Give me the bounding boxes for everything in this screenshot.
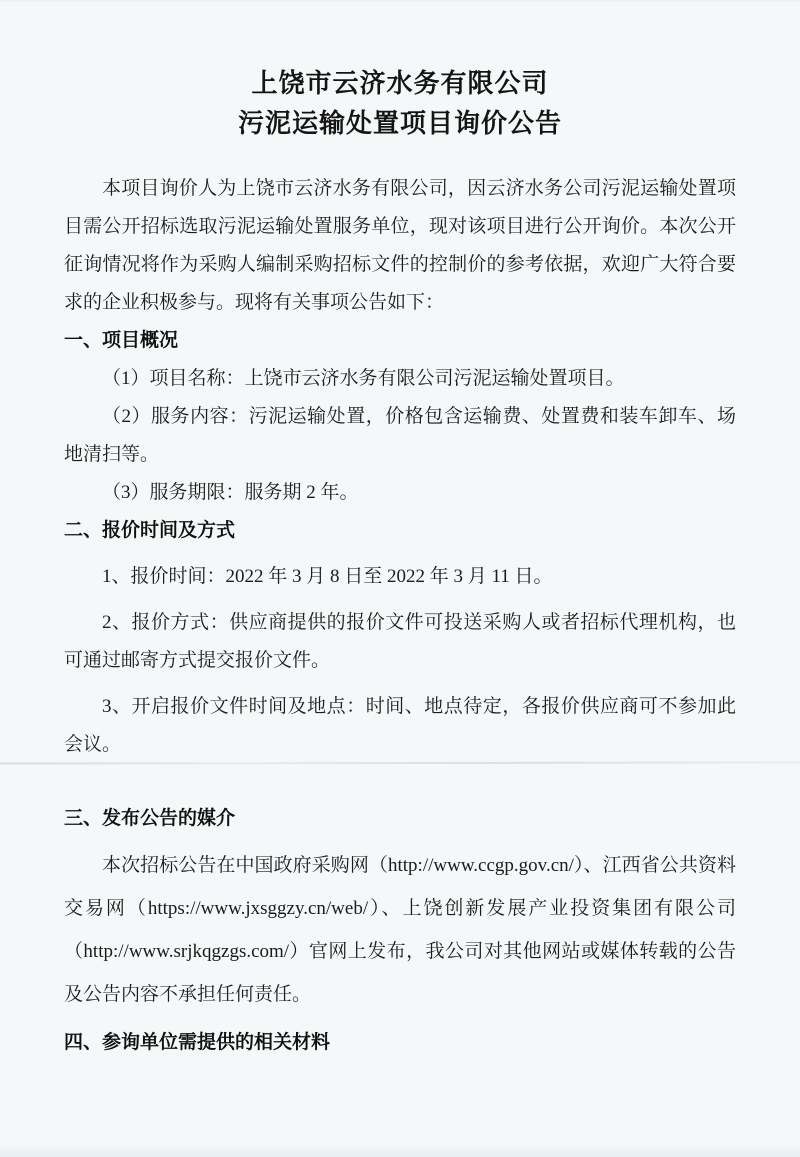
section-item: （2）服务内容：污泥运输处置，价格包含运输费、处置费和装车卸车、场地清扫等。 [64,406,736,465]
section-required-materials [64,1024,736,1062]
section-heading-2: 二、报价时间及方式 [64,520,236,541]
section-heading-1: 一、项目概况 [64,330,179,351]
section-item: （1）项目名称：上饶市云济水务有限公司污泥运输处置项目。 [102,368,625,389]
section-announcement-media [64,800,736,1016]
document-title-line2: 污泥运输处置项目询价公告 [237,109,562,138]
section-item: 1、报价时间：2022 年 3 月 8 日至 2022 年 3 月 11 日。 [102,566,553,587]
document-title [64,64,736,144]
section-quote-time-method [64,512,736,764]
scan-bottom-shadow [0,1143,800,1157]
section-item: （3）服务期限：服务期 2 年。 [102,482,359,503]
section-project-overview [64,322,736,512]
section-heading-3: 三、发布公告的媒介 [64,808,236,829]
document-title-line1: 上饶市云济水务有限公司 [251,69,549,98]
section-item: 2、报价方式：供应商提供的报价文件可投送采购人或者招标代理机构，也可通过邮寄方式提交报价文件。 [64,612,736,671]
section-item: 本次招标公告在中国政府采购网（http://www.ccgp.gov.cn/）、江西省公共资料交易网（https://www.jxsggzy.cn/web/）、上饶创新发展产业投资集团有限公司（http://www.srjkqgzgs.com/）官网上发布，我公司对其他网站或媒体转载的公告及公告内容不承担任何责任。 [64,855,736,1005]
section-item: 3、开启报价文件时间及地点：时间、地点待定，各报价供应商可不参加此会议。 [64,696,736,755]
intro-paragraph: 本项目询价人为上饶市云济水务有限公司，因云济水务公司污泥运输处置项目需公开招标选取污泥运输处置服务单位，现对该项目进行公开询价。本次公开征询情况将作为采购人编制采购招标文件的控制价的参考依据，欢迎广大符合要求的企业积极参与。现将有关事项公告如下： [64,178,736,313]
document-content [64,0,736,1062]
section-heading-4: 四、参询单位需提供的相关材料 [64,1032,331,1053]
